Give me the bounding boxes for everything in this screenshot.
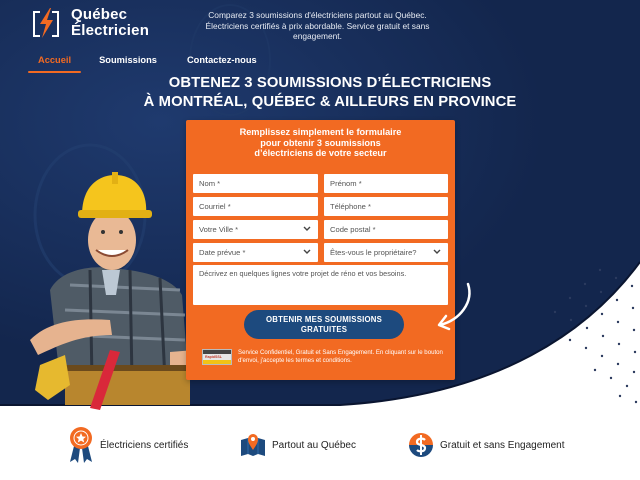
submit-button[interactable]	[244, 310, 404, 339]
features-bar	[0, 425, 640, 465]
form-heading-line1: Remplissez simplement le formulaire	[239, 127, 402, 137]
chevron-down-icon	[302, 224, 312, 234]
award-ribbon-icon	[68, 426, 94, 464]
ssl-badge	[202, 349, 232, 365]
feature-province	[240, 425, 356, 465]
nav-item-soumissions[interactable]: Soumissions	[99, 55, 157, 65]
feature-label: Électriciens certifiés	[100, 439, 189, 451]
proprietaire-selected: Êtes-vous le propriétaire?	[330, 248, 417, 257]
feature-label: Partout au Québec	[272, 439, 356, 451]
ville-select[interactable]	[193, 220, 318, 239]
feature-label: Gratuit et sans Engagement	[440, 439, 565, 451]
prenom-placeholder: Prénom *	[330, 179, 362, 188]
nav-item-accueil[interactable]: Accueil	[28, 55, 81, 71]
ssl-badge-top	[203, 350, 231, 354]
logo-line2: Électricien	[71, 22, 150, 39]
date-prevue-selected: Date prévue *	[199, 248, 246, 257]
hero-title-line1: OBTENEZ 3 SOUMISSIONS D’ÉLECTRICIENS	[168, 75, 492, 91]
site-logo[interactable]	[31, 7, 149, 39]
telephone-field[interactable]	[324, 197, 448, 216]
courriel-placeholder: Courriel *	[199, 202, 231, 211]
ssl-badge-bottom	[203, 360, 231, 364]
prenom-field[interactable]	[324, 174, 448, 193]
logo-text	[71, 7, 149, 39]
feature-certified	[68, 425, 188, 465]
logo-line1: Québec	[71, 6, 128, 23]
nav-item-contactez-nous[interactable]: Contactez-nous	[186, 55, 257, 65]
nom-field[interactable]	[193, 174, 318, 193]
hero-title-line2: À MONTRÉAL, QUÉBEC & AILLEURS EN PROVINCE	[143, 94, 517, 110]
submit-label-line1: OBTENIR MES SOUMISSIONS	[266, 315, 382, 324]
courriel-field[interactable]	[193, 197, 318, 216]
ssl-badge-text: RapidSSL	[205, 355, 222, 359]
header-tagline: Comparez 3 soumissions d'électriciens partout au Québec. Électriciens certifiés à prix abordable. Service gratuit et sans engagement.	[205, 10, 430, 41]
form-disclaimer: Service Confidentiel, Gratuit et Sans Engagement. En cliquant sur le bouton d'envoi, j'accepte les termes et conditions.	[238, 349, 443, 364]
form-heading-line3: d’électriciens de votre secteur	[254, 148, 387, 158]
nom-placeholder: Nom *	[199, 179, 221, 188]
description-placeholder: Décrivez en quelques lignes votre projet de réno et vos besoins.	[199, 269, 407, 278]
form-heading	[186, 127, 455, 159]
telephone-placeholder: Téléphone *	[330, 202, 371, 211]
proprietaire-select[interactable]	[324, 243, 448, 262]
dollar-circle-icon	[408, 432, 434, 458]
description-textarea[interactable]	[193, 265, 448, 305]
code-postal-placeholder: Code postal *	[330, 225, 376, 234]
submit-label-line2: GRATUITES	[300, 325, 348, 334]
feature-free	[408, 425, 565, 465]
ville-selected: Votre Ville *	[199, 225, 239, 234]
form-heading-line2: pour obtenir 3 soumissions	[260, 137, 381, 148]
quote-form	[186, 120, 455, 380]
chevron-down-icon	[432, 247, 442, 257]
map-pin-icon	[240, 432, 266, 458]
code-postal-field[interactable]	[324, 220, 448, 239]
hero-title	[130, 74, 530, 112]
lightning-bolt-icon	[31, 8, 61, 38]
date-prevue-select[interactable]	[193, 243, 318, 262]
chevron-down-icon	[302, 247, 312, 257]
electrician-photo	[20, 170, 200, 410]
main-nav	[28, 55, 287, 71]
curved-arrow-icon	[430, 282, 475, 332]
